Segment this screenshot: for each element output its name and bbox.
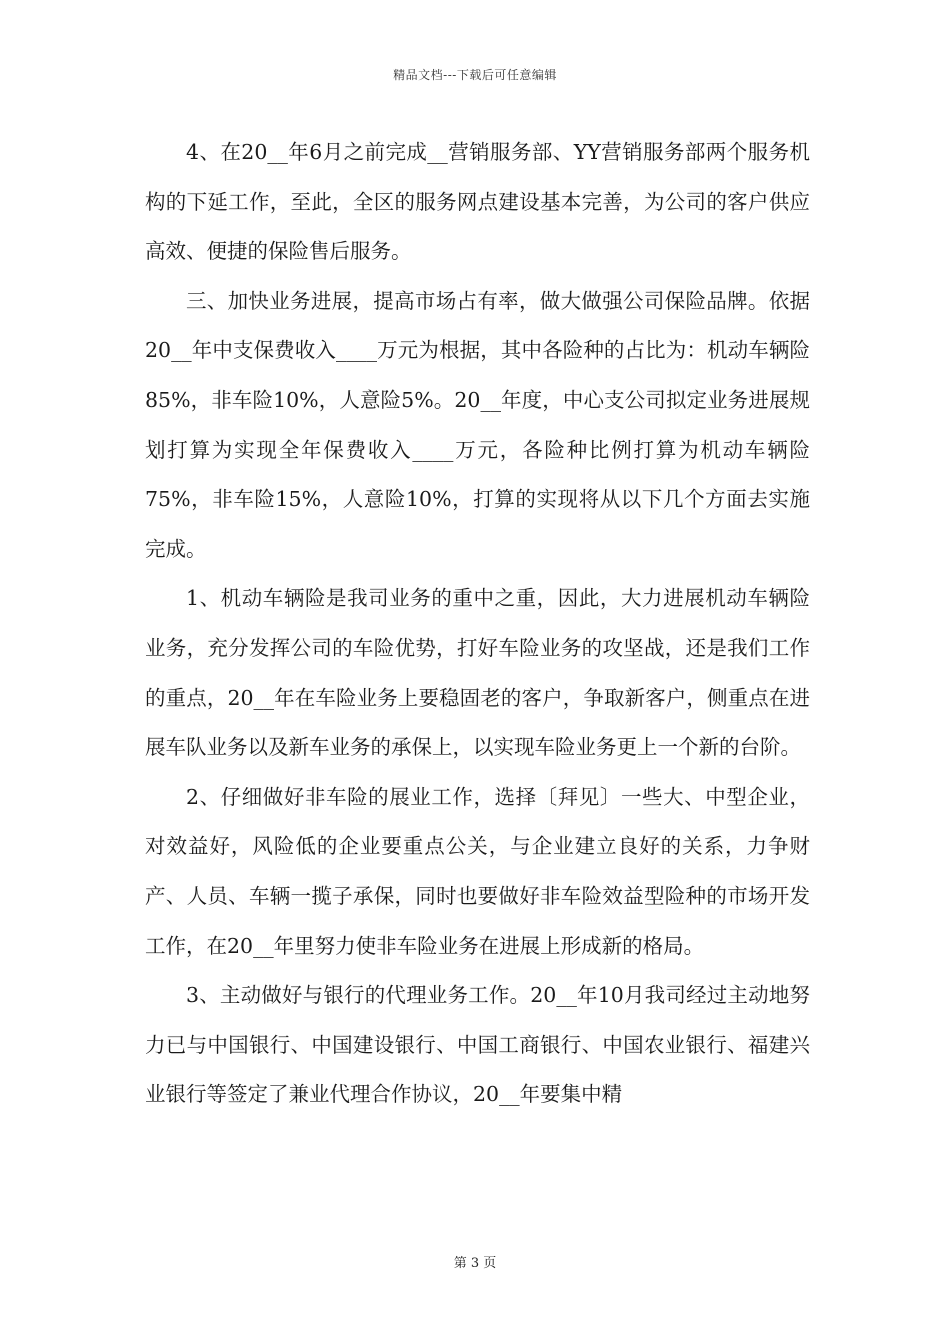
paragraph: 1、机动车辆险是我司业务的重中之重，因此，大力进展机动车辆险业务，充分发挥公司的车险优势，打好车险业务的攻坚战，还是我们工作的重点，20__年在车险业务上要稳固老的客户，争取新客户，侧重点在进展车队业务以及新车业务的承保上，以实现车险业务更上一个新的台阶。 <box>145 586 810 760</box>
page-header: 精品文档---下载后可任意编辑 <box>393 68 557 82</box>
paragraph: 3、主动做好与银行的代理业务工作。20__年10月我司经过主动地努力已与中国银行、中国建设银行、中国工商银行、中国农业银行、福建兴业银行等签定了兼业代理合作协议，20__年要集中精 <box>145 983 810 1107</box>
page-number: 第 3 页 <box>453 1256 497 1271</box>
paragraph: 2、仔细做好非车险的展业工作，选择〔拜见〕一些大、中型企业，对效益好，风险低的企业要重点公关，与企业建立良好的关系，力争财产、人员、车辆一揽子承保，同时也要做好非车险效益型险种的市场开发工作，在20__年里努力使非车险业务在进展上形成新的格局。 <box>145 784 810 958</box>
paragraph: 4、在20__年6月之前完成__营销服务部、YY营销服务部两个服务机构的下延工作，至此，全区的服务网点建设基本完善，为公司的客户供应高效、便捷的保险售后服务。 <box>145 140 810 264</box>
document-body <box>145 128 810 1120</box>
paragraph: 三、加快业务进展，提高市场占有率，做大做强公司保险品牌。依据20__年中支保费收入____万元为根据，其中各险种的占比为：机动车辆险85%，非车险10%，人意险5%。20__年度，中心支公司拟定业务进展规划打算为实现全年保费收入____万元，各险种比例打算为机动车辆险75%，非车险15%，人意险10%，打算的实现将从以下几个方面去实施完成。 <box>145 288 810 561</box>
